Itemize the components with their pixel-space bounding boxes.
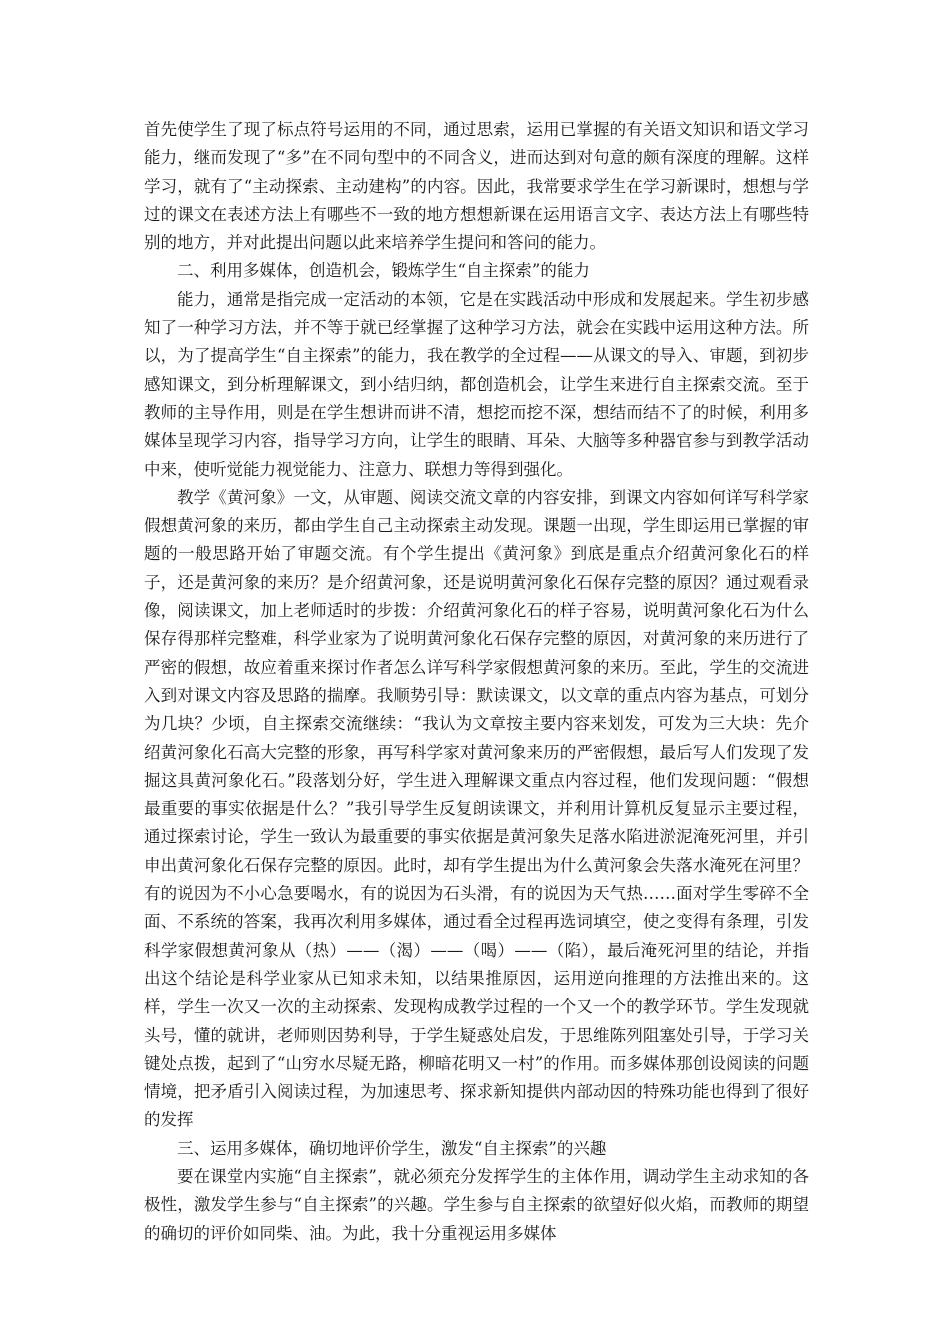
paragraph-yellow-river-elephant: 教学《黄河象》一文，从审题、阅读交流文章的内容安排，到课文内容如何详写科学家假想黄河象的来历，都由学生自己主动探索主动发现。课题一出现，学生即运用已掌握的审题的一般思路开始了审题交流。有个学生提出《黄河象》到底是重点介绍黄河象化石的样子，还是黄河象的来历？是介绍黄河象，还是说明黄河象化石保存完整的原因？通过观看录像，阅读课文，加上老师适时的步拨：介绍黄河象化石的样子容易，说明黄河象化石为什么保存得那样完整难，科学业家为了说明黄河象化石保存完整的原因，对黄河象的来历进行了严密的假想，故应着重来探讨作者怎么详写科学家假想黄河象的来历。至此，学生的交流进入到对课文内容及思路的揣摩。我顺势引导：默读课文，以文章的重点内容为基点，可划分为几块？少顷，自主探索交流继续：“我认为文章按主要内容来划发，可发为三大块：先介绍黄河象化石高大完整的形象，再写科学家对黄河象来历的严密假想，最后写人们发现了发掘这具黄河象化石。”段落划分好，学生进入理解课文重点内容过程，他们发现问题：“假想最重要的事实依据是什么？”我引导学生反复朗读课文，并利用计算机反复显示主要过程，通过探索讨论，学生一致认为最重要的事实依据是黄河象失足落水陷进淤泥淹死河里，并引申出黄河象化石保存完整的原因。此时，却有学生提出为什么黄河象会失落水淹死在河里？有的说因为不小心急要喝水，有的说因为石头滑，有的说因为天气热……面对学生零碎不全面、不系统的答案，我再次利用多媒体，通过看全过程再选词填空，使之变得有条理，引发科学家假想黄河象从（热）——（渴）——（喝）——（陷），最后淹死河里的结论，并指出这个结论是科学业家从已知求未知，以结果推原因，运用逆向推理的方法推出来的。这样，学生一次又一次的主动探索、发现构成教学过程的一个又一个的教学环节。学生发现就头号，懂的就讲，老师则因势利导，于学生疑惑处启发，于思维陈列阻塞处引导，于学习关键处点拨，起到了“山穷水尽疑无路，柳暗花明又一村”的作用。而多媒体那创设阅读的问题情境，把矛盾引入阅读过程，为加速思考、探求新知提供内部动因的特殊功能也得到了很好的发挥 — [144, 487, 809, 1130]
document-page — [144, 116, 809, 1248]
paragraph-continuation: 首先使学生了现了标点符号运用的不同，通过思索，运用已掌握的有关语文知识和语文学习能力，继而发现了“多”在不同句型中的不同含义，进而达到对句意的颇有深度的理解。这样学习，就有了“主动探索、主动建构”的内容。因此，我常要求学生在学习新课时，想想与学过的课文在表述方法上有哪些不一致的地方想想新课在运用语言文字、表达方法上有哪些特别的地方，并对此提出问题以此来培养学生提问和答问的能力。 — [144, 120, 809, 253]
paragraph-evaluation: 要在课堂内实施“自主探索”，就必须充分发挥学生的主体作用，调动学生主动求知的各极性，激发学生参与“自主探索”的兴趣。学生参与自主探索的欲望好似火焰，而教师的期望的确切的评价如同柴、油。为此，我十分重视运用多媒体 — [144, 1166, 809, 1243]
section-heading-2: 二、利用多媒体，创造机会，锻炼学生“自主探索”的能力 — [177, 261, 590, 281]
section-heading-3: 三、运用多媒体，确切地评价学生，激发“自主探索”的兴趣 — [177, 1138, 607, 1158]
paragraph-ability: 能力，通常是指完成一定活动的本领，它是在实践活动中形成和发展起来。学生初步感知了一种学习方法，并不等于就已经掌握了这种学习方法，就会在实践中运用这种方法。所以，为了提高学生“自主探索”的能力，我在教学的全过程——从课文的导入、审题，到初步感知课文，到分析理解课文，到小结归纳，都创造机会，让学生来进行自主探索交流。至于教师的主导作用，则是在学生想讲而讲不清，想挖而挖不深，想结而结不了的时候，利用多媒体呈现学习内容，指导学习方向，让学生的眼睛、耳朵、大脑等多种器官参与到教学活动中来，使听觉能力视觉能力、注意力、联想力等得到强化。 — [144, 289, 809, 479]
